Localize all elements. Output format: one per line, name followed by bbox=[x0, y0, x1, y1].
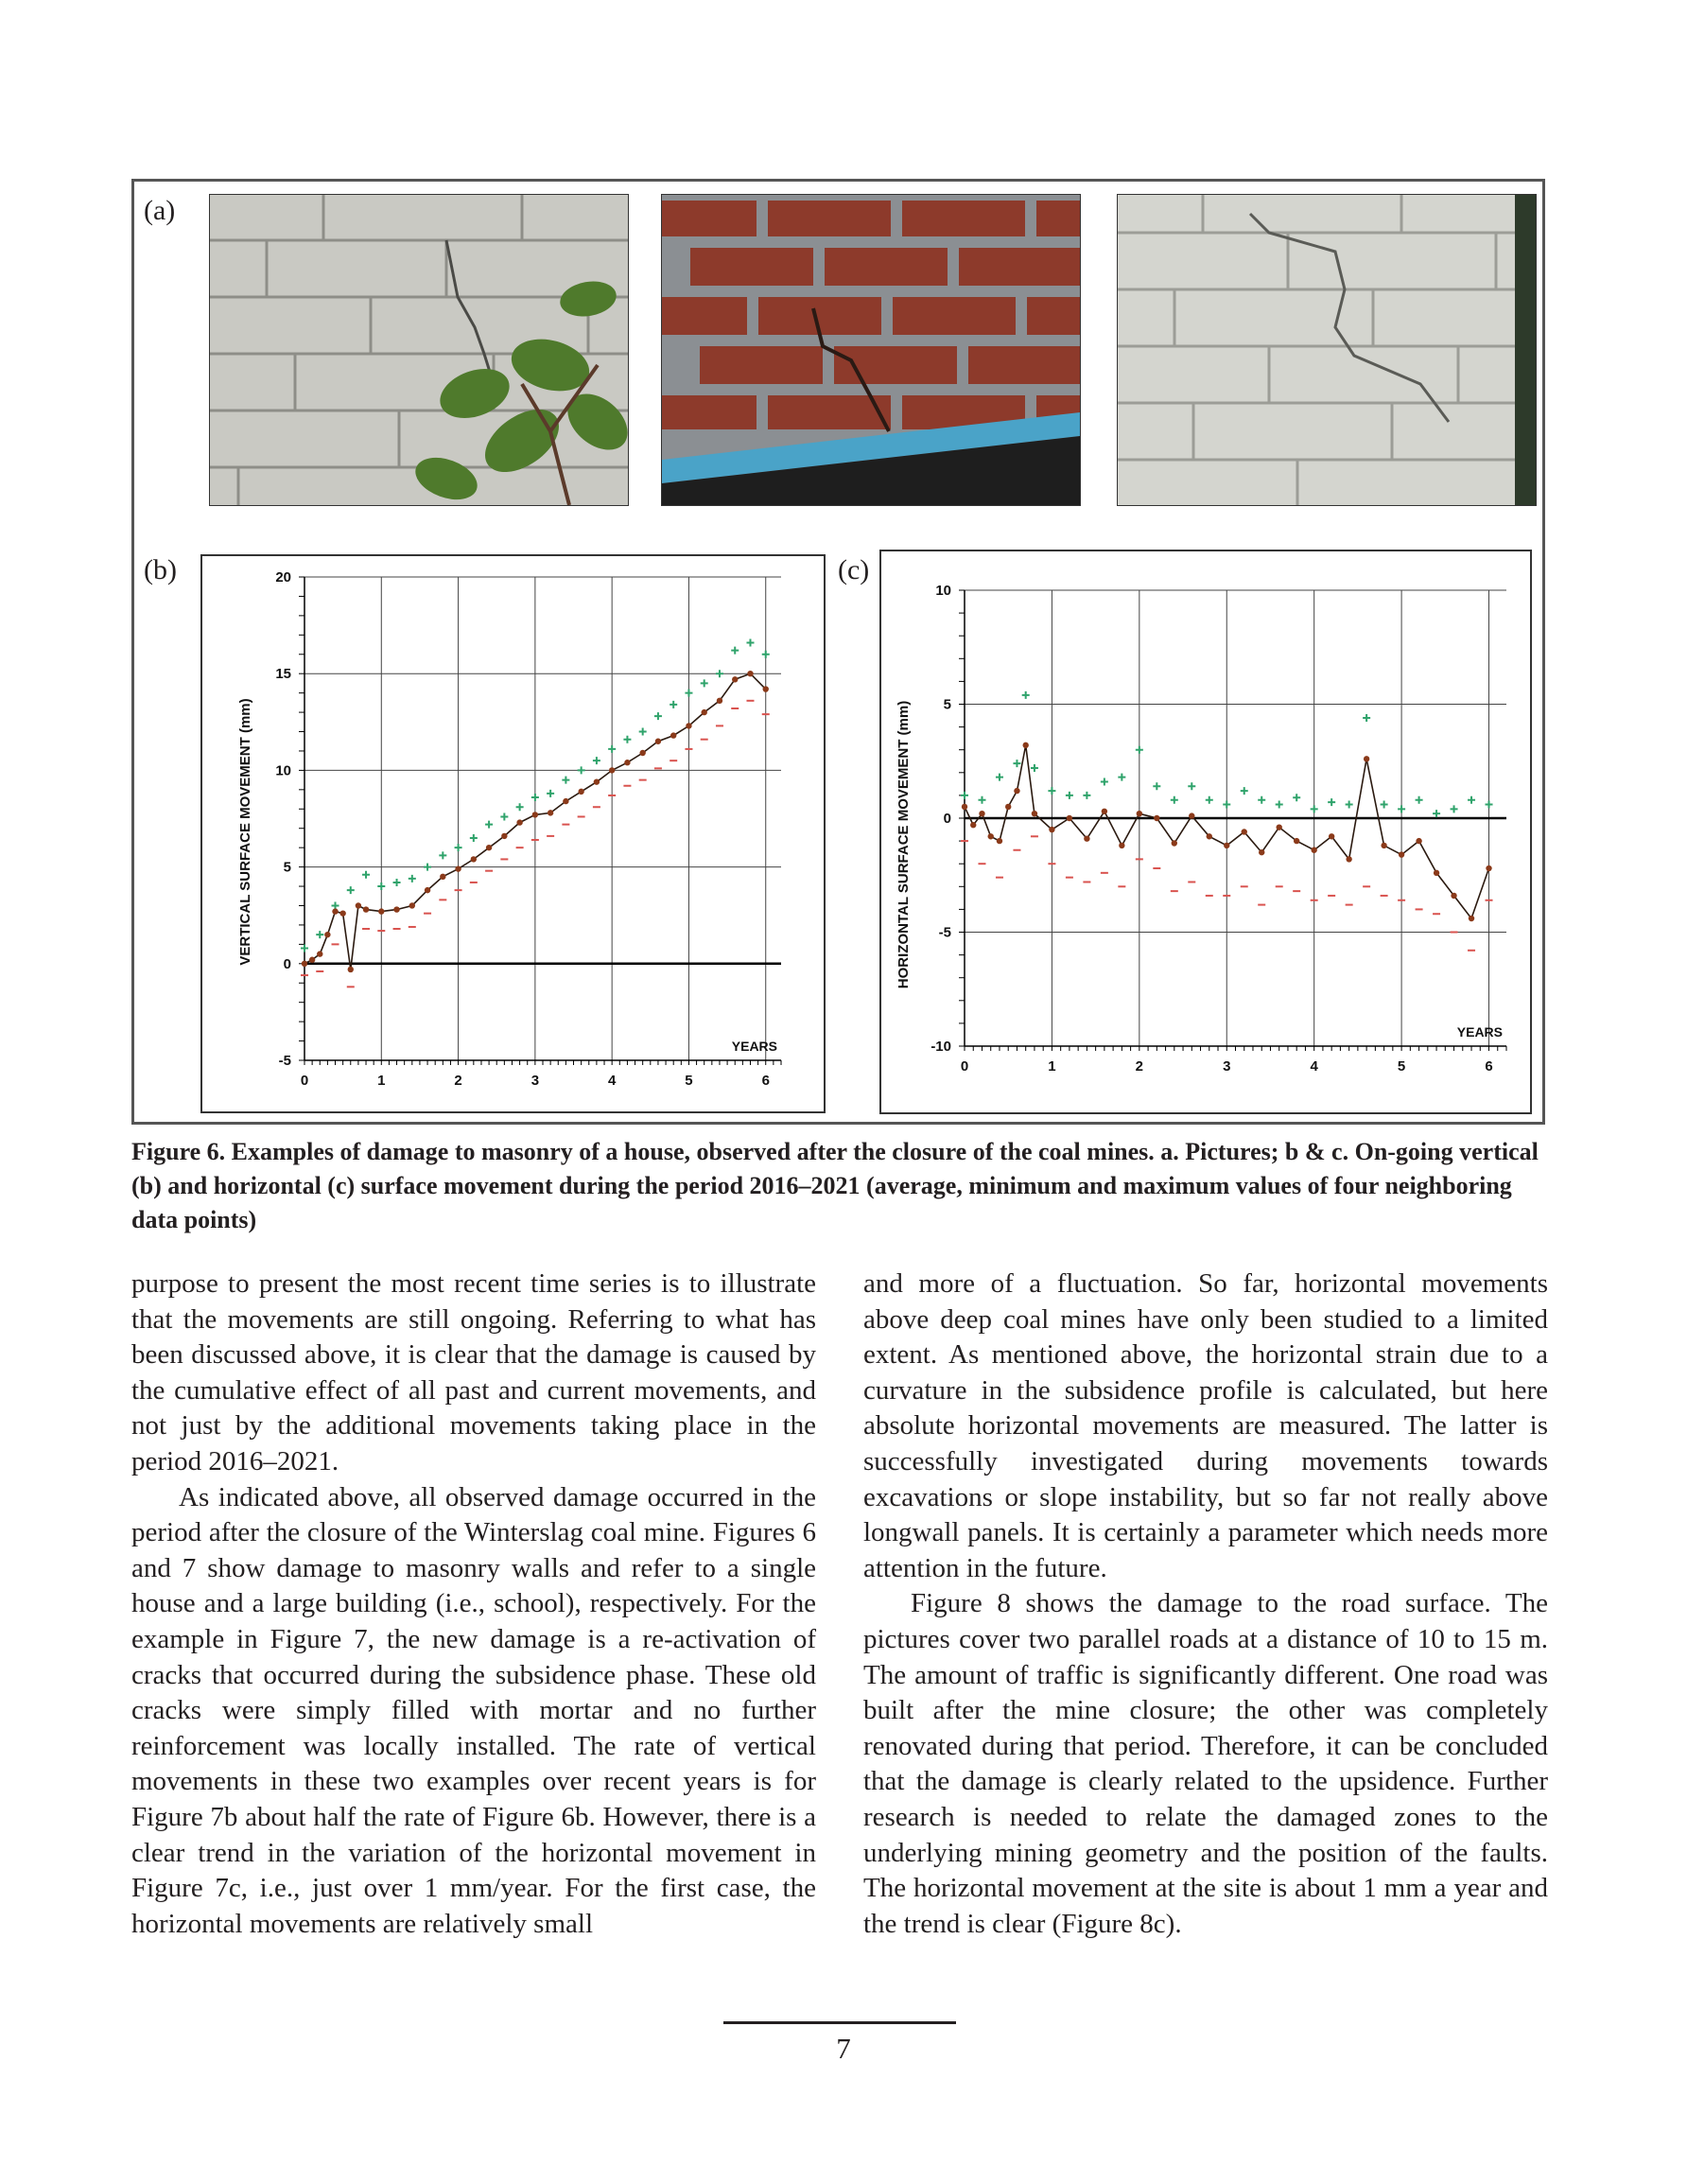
photo-white-brick-wall-leaves bbox=[209, 194, 629, 506]
average-point bbox=[962, 804, 967, 810]
body-column-left bbox=[131, 1267, 816, 1942]
average-point bbox=[486, 845, 492, 850]
maximum-point bbox=[1153, 782, 1160, 790]
maximum-point bbox=[1276, 801, 1283, 809]
average-point bbox=[378, 908, 384, 914]
average-point bbox=[1032, 811, 1037, 816]
average-point bbox=[356, 902, 361, 908]
chart-vertical-movement bbox=[200, 554, 826, 1113]
maximum-point bbox=[578, 766, 585, 774]
y-tick-label: 15 bbox=[275, 666, 291, 683]
paragraph: and more of a fluctuation. So far, horizontal movements above deep coal mines have only been studied to a limited extent. As mentioned above, the horizontal strain due to a curvature in the subsidence profile is calculated, but here absolute horizontal movements are measured. The latter is successfully investigated during movements towards excavations or slope instability, but so far not really above longwall panels. It is certainly a parameter which needs more attention in the future. bbox=[863, 1268, 1548, 1583]
maximum-point bbox=[500, 812, 508, 820]
average-point bbox=[655, 739, 661, 744]
maximum-point bbox=[716, 670, 723, 677]
average-point bbox=[471, 856, 477, 862]
average-point bbox=[732, 676, 738, 682]
maximum-point bbox=[393, 879, 401, 886]
average-point bbox=[1119, 843, 1124, 848]
average-point bbox=[363, 906, 369, 912]
average-point bbox=[393, 906, 399, 912]
maximum-point bbox=[1013, 760, 1020, 767]
average-point bbox=[702, 709, 707, 715]
paragraph: As indicated above, all observed damage occurred in the period after the closure of the Winterslag coal mine. Figures 6 and 7 show damage to masonry walls and refer to a single house and a large building (i.e., school), respectively. For the example in Figure 7, the new damage is a re-activation of cracks that occurred during the subsidence phase. These old cracks were simply filled with mortar and no further reinforcement was locally installed. The rate of vertical movements in these two examples over recent years is for Figure 7b about half the rate of Figure 6b. However, there is a clear trend in the variation of the horizontal movement in Figure 7c, i.e., just over 1 mm/year. For the first case, the horizontal movements are relatively small bbox=[131, 1481, 816, 1939]
photo-white-brick-wall-crack bbox=[1117, 194, 1537, 506]
maximum-point bbox=[1381, 801, 1388, 809]
average-point bbox=[1416, 838, 1421, 844]
maximum-point bbox=[1022, 691, 1030, 699]
x-axis-label: YEARS bbox=[731, 1039, 777, 1054]
average-point bbox=[747, 671, 753, 676]
y-tick-label: -10 bbox=[930, 1039, 951, 1055]
average-point bbox=[1364, 756, 1369, 761]
y-tick-label: 20 bbox=[275, 569, 291, 585]
x-tick-label: 0 bbox=[300, 1073, 309, 1089]
maximum-point bbox=[485, 821, 493, 829]
maximum-point bbox=[1118, 774, 1125, 781]
average-point bbox=[1434, 870, 1439, 876]
average-point bbox=[1067, 815, 1072, 821]
maximum-point bbox=[1171, 796, 1178, 804]
average-point bbox=[1049, 827, 1054, 832]
average-point bbox=[997, 838, 1002, 844]
y-tick-label: 10 bbox=[935, 583, 951, 599]
average-point bbox=[317, 951, 322, 956]
maximum-point bbox=[424, 864, 431, 871]
average-point bbox=[548, 810, 553, 815]
maximum-point bbox=[1066, 792, 1073, 799]
average-point bbox=[309, 957, 315, 963]
maximum-point bbox=[377, 882, 385, 890]
x-axis-label: YEARS bbox=[1456, 1024, 1503, 1040]
maximum-point bbox=[439, 851, 446, 859]
maximum-point bbox=[301, 944, 308, 952]
maximum-point bbox=[1398, 805, 1405, 812]
y-tick-label: 5 bbox=[283, 859, 291, 876]
x-tick-label: 3 bbox=[530, 1073, 540, 1089]
average-point bbox=[1172, 840, 1177, 846]
maximum-point bbox=[347, 886, 355, 894]
average-point bbox=[425, 887, 430, 893]
maximum-point bbox=[1346, 801, 1353, 809]
average-point bbox=[979, 811, 984, 816]
maximum-point bbox=[362, 871, 370, 879]
average-point bbox=[348, 967, 354, 972]
average-point bbox=[302, 961, 307, 967]
panel-label-c: (c) bbox=[838, 554, 870, 585]
average-point bbox=[1277, 824, 1282, 830]
x-tick-label: 4 bbox=[607, 1073, 617, 1089]
x-tick-label: 0 bbox=[960, 1058, 969, 1075]
footer-rule bbox=[723, 2021, 956, 2024]
average-point bbox=[516, 819, 522, 825]
average-point bbox=[1084, 835, 1089, 841]
maximum-point bbox=[996, 774, 1003, 781]
average-point bbox=[409, 902, 415, 908]
average-point bbox=[501, 833, 507, 839]
average-point bbox=[1329, 833, 1334, 839]
x-tick-label: 1 bbox=[377, 1073, 386, 1089]
y-axis-label: VERTICAL SURFACE MOVEMENT (mm) bbox=[237, 698, 253, 966]
paragraph: Figure 8 shows the damage to the road surface. The pictures cover two parallel roads at a distance of 10 to 15 m. The amount of traffic is significantly different. One road was built after the mine closure; the other was completely renovated during that period. Therefore, it can be concluded that the damage is clearly related to the upsidence. Further research is needed to relate the damaged zones to the underlying mining geometry and the position of the faults. The horizontal movement at the site is about 1 mm a year and the trend is clear (Figure 8c). bbox=[863, 1588, 1548, 1939]
maximum-point bbox=[1258, 796, 1265, 804]
maximum-point bbox=[1451, 805, 1458, 812]
y-tick-label: 5 bbox=[943, 696, 951, 713]
maximum-point bbox=[1223, 801, 1230, 809]
average-point bbox=[639, 750, 645, 756]
average-point bbox=[763, 686, 769, 691]
maximum-point bbox=[1416, 796, 1423, 804]
average-point bbox=[624, 760, 630, 765]
average-point bbox=[1311, 847, 1316, 853]
average-point bbox=[1399, 851, 1404, 857]
average-point bbox=[1242, 829, 1247, 834]
maximum-point bbox=[316, 931, 323, 938]
x-tick-label: 2 bbox=[1135, 1058, 1144, 1075]
average-point bbox=[1469, 916, 1474, 921]
paragraph: purpose to present the most recent time series is to illustrate that the movements are still ongoing. Referring to what has been discussed above, it is clear that the damage is caused by the cumulative effect of all past and current movements, and not just by the additional movements taking place in the period 2016–2021. bbox=[131, 1268, 816, 1476]
y-tick-label: 10 bbox=[275, 762, 291, 779]
x-tick-label: 6 bbox=[1485, 1058, 1493, 1075]
average-point bbox=[609, 767, 615, 773]
maximum-point bbox=[1031, 764, 1038, 772]
chart-horizontal-movement bbox=[879, 550, 1532, 1114]
maximum-point bbox=[978, 796, 985, 804]
maximum-point bbox=[531, 794, 539, 801]
y-tick-label: -5 bbox=[938, 924, 951, 941]
average-point bbox=[1486, 865, 1491, 871]
average-point bbox=[1381, 843, 1386, 848]
average-point bbox=[1346, 856, 1351, 862]
y-tick-label: -5 bbox=[278, 1053, 291, 1069]
average-point bbox=[970, 822, 976, 828]
maximum-point bbox=[762, 651, 770, 658]
average-point bbox=[1137, 811, 1142, 816]
average-point bbox=[332, 908, 338, 914]
maximum-point bbox=[1328, 798, 1335, 806]
maximum-point bbox=[1101, 778, 1108, 785]
maximum-point bbox=[1486, 801, 1493, 809]
average-point bbox=[670, 732, 676, 738]
maximum-point bbox=[409, 875, 416, 882]
average-point bbox=[1224, 843, 1229, 848]
maximum-point bbox=[455, 844, 462, 851]
average-point bbox=[1189, 812, 1194, 818]
x-tick-label: 4 bbox=[1310, 1058, 1318, 1075]
maximum-point bbox=[608, 745, 616, 753]
average-point bbox=[1102, 809, 1107, 814]
maximum-point bbox=[701, 679, 708, 687]
x-tick-label: 2 bbox=[454, 1073, 462, 1089]
maximum-point bbox=[639, 728, 647, 736]
maximum-point bbox=[1206, 796, 1213, 804]
average-point bbox=[1294, 838, 1299, 844]
maximum-point bbox=[1293, 794, 1300, 801]
maximum-point bbox=[1188, 782, 1195, 790]
average-point bbox=[324, 932, 330, 937]
average-point bbox=[532, 812, 538, 817]
average-point bbox=[1014, 788, 1019, 794]
average-point bbox=[1259, 849, 1264, 855]
maximum-point bbox=[1468, 796, 1475, 804]
maximum-point bbox=[332, 901, 339, 909]
maximum-point bbox=[623, 736, 631, 743]
x-tick-label: 6 bbox=[761, 1073, 770, 1089]
x-tick-label: 1 bbox=[1048, 1058, 1056, 1075]
average-point bbox=[1207, 833, 1212, 839]
panel-label-b: (b) bbox=[144, 554, 177, 585]
body-column-right bbox=[863, 1267, 1548, 1942]
figure-caption: Figure 6. Examples of damage to masonry of a house, observed after the closure of the coal mines. a. Pictures; b & c. On-going vertical (b) and horizontal (c) surface movement during the period 2016–2021 (average, minimum and maximum values of four neighboring data points) bbox=[131, 1138, 1539, 1233]
maximum-point bbox=[593, 757, 600, 764]
maximum-point bbox=[1241, 787, 1248, 795]
average-point bbox=[339, 910, 345, 916]
maximum-point bbox=[470, 834, 478, 842]
page-number: 7 bbox=[836, 2032, 851, 2065]
average-point bbox=[594, 778, 600, 784]
maximum-point bbox=[961, 792, 968, 799]
maximum-point bbox=[731, 647, 739, 655]
average-point bbox=[563, 798, 568, 804]
average-point bbox=[1005, 804, 1011, 810]
maximum-point bbox=[1363, 714, 1370, 722]
x-tick-label: 3 bbox=[1223, 1058, 1231, 1075]
average-point bbox=[686, 723, 691, 728]
maximum-point bbox=[547, 790, 554, 797]
average-point bbox=[988, 833, 994, 839]
maximum-point bbox=[516, 803, 524, 811]
maximum-point bbox=[1083, 792, 1090, 799]
y-tick-label: 0 bbox=[283, 955, 291, 972]
average-point bbox=[1022, 743, 1028, 748]
figure-6 bbox=[131, 179, 1545, 1125]
average-point bbox=[455, 865, 461, 871]
maximum-point bbox=[562, 777, 569, 784]
average-point bbox=[717, 698, 722, 704]
panel-label-a: (a) bbox=[144, 195, 176, 226]
photo-red-brick-wall-crack bbox=[661, 194, 1081, 506]
x-tick-label: 5 bbox=[685, 1073, 693, 1089]
y-axis-label: HORIZONTAL SURFACE MOVEMENT (mm) bbox=[896, 700, 912, 989]
average-point bbox=[1451, 893, 1456, 899]
maximum-point bbox=[1136, 746, 1143, 754]
average-point bbox=[578, 789, 583, 795]
maximum-point bbox=[670, 701, 677, 708]
maximum-point bbox=[746, 638, 754, 646]
average-point bbox=[440, 874, 445, 880]
y-tick-label: 0 bbox=[943, 811, 951, 827]
maximum-point bbox=[654, 712, 662, 720]
maximum-point bbox=[1311, 805, 1318, 812]
maximum-point bbox=[1433, 810, 1440, 817]
x-tick-label: 5 bbox=[1397, 1058, 1406, 1075]
average-point bbox=[1154, 815, 1159, 821]
maximum-point bbox=[685, 690, 692, 697]
maximum-point bbox=[1048, 787, 1055, 795]
